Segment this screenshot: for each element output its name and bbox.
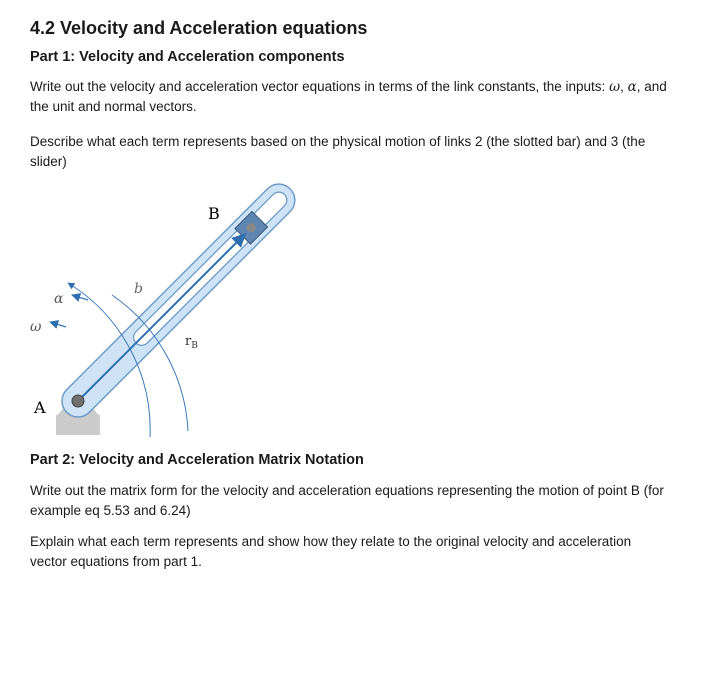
part1-text-b: , and the unit and normal vectors. xyxy=(30,79,667,114)
rB-vector-arrow xyxy=(78,234,245,401)
label-rB-sub: B xyxy=(191,341,198,351)
part2-title: Part 2: Velocity and Acceleration Matrix Notation xyxy=(30,452,364,468)
section-title: 4.2 Velocity and Acceleration equations xyxy=(30,18,368,38)
label-b: b xyxy=(134,281,143,297)
omega-symbol: ω xyxy=(609,79,621,95)
label-omega: ω xyxy=(30,319,42,335)
part1-title: Part 1: Velocity and Acceleration components xyxy=(30,49,345,65)
label-rB-main: r xyxy=(185,334,192,349)
part2-instructions: Write out the matrix form for the velocity and acceleration equations representing the motion of point B (for example eq 5.53 and 6.24) xyxy=(30,483,664,518)
part1-describe: Describe what each term represents based on the physical motion of links 2 (the slotted bar) and 3 (the slider) xyxy=(30,134,646,169)
label-alpha: α xyxy=(54,291,64,307)
label-A: A xyxy=(34,398,46,417)
part1-instructions xyxy=(30,77,670,117)
separator: , xyxy=(620,79,628,94)
alpha-symbol: α xyxy=(627,79,637,95)
label-B: B xyxy=(208,204,220,223)
ground-base xyxy=(56,415,100,435)
part1-text-a: Write out the velocity and acceleration vector equations in terms of the link constants, the inputs: xyxy=(30,79,610,94)
part2-explain: Explain what each term represents and show how they relate to the original velocity and acceleration vector equations from part 1. xyxy=(30,534,632,569)
label-rB xyxy=(185,334,198,351)
slotted-bar-diagram xyxy=(20,175,310,445)
pivot-pin xyxy=(72,395,84,407)
omega-arrow xyxy=(50,322,66,327)
